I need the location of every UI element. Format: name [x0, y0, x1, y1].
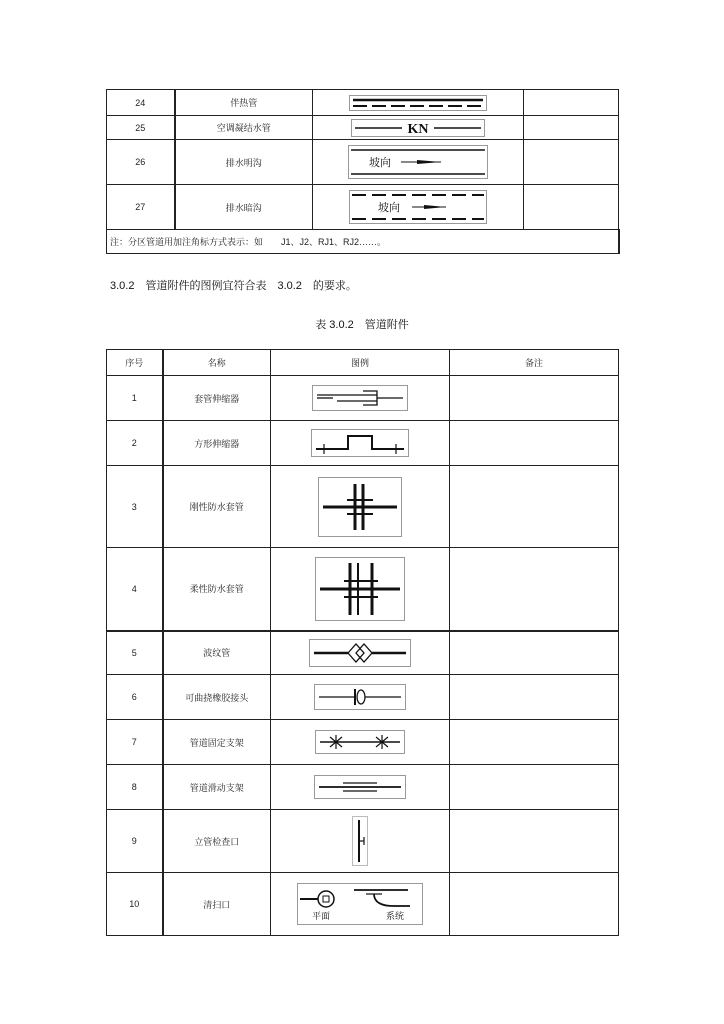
system-view-label: 系统 — [386, 911, 405, 921]
row-name: 伴热管 — [175, 90, 313, 116]
row-name: 排水明沟 — [175, 140, 313, 185]
section-paragraph: 3.0.2 管道附件的图例宜符合表 3.0.2 的要求。 — [110, 280, 357, 292]
table-header-row — [107, 350, 619, 376]
remark-cell — [450, 873, 619, 936]
pipe-accessories-table — [106, 349, 619, 936]
row-number: 9 — [107, 810, 163, 873]
remark-cell — [450, 720, 619, 765]
remark-cell — [450, 376, 619, 421]
table-caption: 表 3.0.2 管道附件 — [315, 319, 409, 331]
table-row — [107, 548, 619, 631]
table-row — [107, 873, 619, 936]
row-name: 套管伸缩器 — [163, 376, 271, 421]
legend-cell — [271, 466, 450, 548]
remark-cell — [524, 90, 619, 116]
row-number: 8 — [107, 765, 163, 810]
open-drain-ditch-symbol — [348, 145, 488, 179]
header-name: 名称 — [163, 350, 271, 376]
table-row — [107, 765, 619, 810]
condensate-pipe-symbol — [351, 119, 485, 137]
row-name: 方形伸缩器 — [163, 421, 271, 466]
row-number: 26 — [107, 140, 175, 185]
table-row — [107, 421, 619, 466]
row-number: 4 — [107, 548, 163, 631]
row-name: 管道固定支架 — [163, 720, 271, 765]
heat-tracing-pipe-symbol — [349, 95, 487, 111]
legend-cell — [313, 90, 524, 116]
legend-cell — [313, 140, 524, 185]
table-row — [107, 675, 619, 720]
plan-view-label: 平面 — [312, 911, 331, 921]
row-name: 刚性防水套管 — [163, 466, 271, 548]
legend-cell — [271, 421, 450, 466]
row-name: 可曲挠橡胶接头 — [163, 675, 271, 720]
table-row — [107, 631, 619, 675]
remark-cell — [450, 421, 619, 466]
legend-cell — [271, 810, 450, 873]
row-number: 5 — [107, 631, 163, 675]
row-number: 27 — [107, 185, 175, 230]
rigid-waterproof-sleeve-symbol — [318, 477, 402, 537]
legend-cell — [271, 765, 450, 810]
table-note: 注：分区管道用加注角标方式表示：如 J1、J2、RJ1、RJ2……。 — [107, 230, 619, 254]
header-number: 序号 — [107, 350, 163, 376]
table-row — [107, 810, 619, 873]
table-row — [107, 185, 619, 230]
riser-inspection-port-symbol — [352, 816, 368, 866]
legend-cell — [313, 185, 524, 230]
row-name: 清扫口 — [163, 873, 271, 936]
remark-cell — [450, 675, 619, 720]
row-name: 空调凝结水管 — [175, 116, 313, 140]
row-number: 7 — [107, 720, 163, 765]
legend-cell — [271, 548, 450, 631]
row-number: 1 — [107, 376, 163, 421]
legend-cell — [313, 116, 524, 140]
legend-cell — [271, 720, 450, 765]
table-row — [107, 376, 619, 421]
fixed-pipe-support-symbol — [315, 730, 405, 754]
sliding-pipe-support-symbol — [314, 775, 406, 799]
table-row — [107, 466, 619, 548]
flexible-rubber-joint-symbol — [314, 684, 406, 710]
remark-cell — [450, 631, 619, 675]
remark-cell — [450, 810, 619, 873]
slope-label: 坡向 — [369, 157, 391, 169]
legend-cell — [271, 376, 450, 421]
bellows-pipe-symbol — [309, 639, 411, 667]
symbol-kn-label: KN — [407, 121, 429, 136]
remark-cell — [524, 185, 619, 230]
row-number: 10 — [107, 873, 163, 936]
remark-cell — [524, 116, 619, 140]
legend-cell — [271, 873, 450, 936]
header-legend: 图例 — [271, 350, 450, 376]
covered-drain-ditch-symbol — [349, 190, 487, 224]
sleeve-expansion-joint-symbol — [312, 385, 408, 411]
table-row — [107, 720, 619, 765]
row-name: 立管检查口 — [163, 810, 271, 873]
row-number: 3 — [107, 466, 163, 548]
remark-cell — [450, 548, 619, 631]
table-row — [107, 90, 619, 116]
remark-cell — [450, 765, 619, 810]
remark-cell — [524, 140, 619, 185]
cleanout-symbol — [297, 883, 423, 925]
square-expansion-joint-symbol — [311, 429, 409, 457]
legend-cell — [271, 675, 450, 720]
table-note-row — [107, 230, 619, 254]
slope-label: 坡向 — [378, 202, 400, 214]
row-name: 柔性防水套管 — [163, 548, 271, 631]
row-name: 波纹管 — [163, 631, 271, 675]
pipe-legend-table-continued — [106, 89, 620, 254]
row-name: 管道滑动支架 — [163, 765, 271, 810]
table-row — [107, 116, 619, 140]
legend-cell — [271, 631, 450, 675]
row-number: 25 — [107, 116, 175, 140]
row-number: 6 — [107, 675, 163, 720]
row-number: 24 — [107, 90, 175, 116]
remark-cell — [450, 466, 619, 548]
row-number: 2 — [107, 421, 163, 466]
flexible-waterproof-sleeve-symbol — [315, 557, 405, 621]
header-remark: 备注 — [450, 350, 619, 376]
table-row — [107, 140, 619, 185]
row-name: 排水暗沟 — [175, 185, 313, 230]
